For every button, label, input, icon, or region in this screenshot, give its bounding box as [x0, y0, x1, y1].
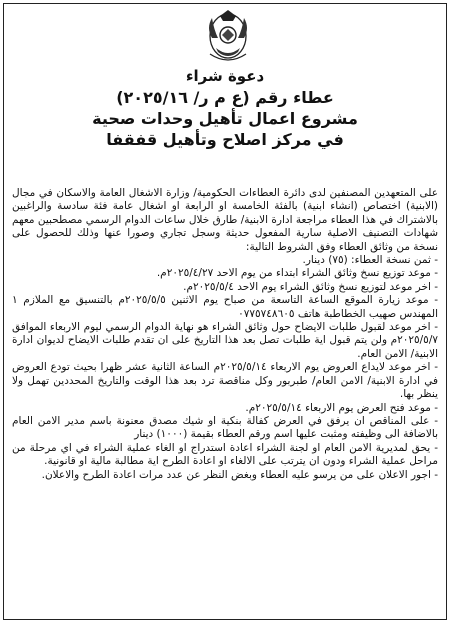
condition-item: - اخر موعد لتوزيع نسخ وثائق الشراء يوم الاحد ٢٠٢٥/٥/٤م.	[183, 280, 438, 293]
condition-item: - اجور الاعلان على من يرسو عليه العطاء وبغض النظر عن عدد مرات اعادة الطرح والاعلان.	[41, 468, 438, 481]
project-location: في مركز اصلاح وتأهيل قفقفا	[106, 130, 344, 149]
tender-notice	[3, 3, 447, 620]
condition-item: - على المناقص ان يرفق في العرض كفالة بنكية او شيك مصدق معنونة باسم مدير الامن العام بالاضافة الى وظيفته ومثبت عليها اسم ورقم العطاء بقيمة (١٠٠٠) دينار	[12, 414, 438, 441]
tender-number: عطاء رقم (ع م ر/ ٢٠٢٥/١٦)	[116, 88, 334, 107]
jordan-armed-forces-emblem-icon	[202, 8, 254, 64]
notice-body	[12, 187, 438, 482]
condition-item: - ثمن نسخة العطاء: (٧٥) دينار.	[302, 254, 438, 267]
condition-item: - اخر موعد لقبول طلبات الايضاح حول وثائق الشراء هو نهاية الدوام الرسمي ليوم الاربعاء الموافق ٢٠٢٥/٥/٧م ولن يتم قبول اية طلبات تصل بعد هذا التاريخ على ان تقدم طلبات الايضاح لديوان ادارة الابنية/ الامن العام.	[12, 321, 438, 360]
condition-item: - موعد توزيع نسخ وثائق الشراء ابتداء من يوم الاحد ٢٠٢٥/٤/٢٧م.	[156, 267, 438, 280]
condition-item: - موعد زيارة الموقع الساعة التاسعة من صباح يوم الاثنين ٢٠٢٥/٥/٥م بالتنسيق مع الملازم ١ المهندس صهيب الخطاطبة هاتف ٠٧٧٥٧٤٨٦٠٥	[12, 294, 438, 320]
project-name: مشروع اعمال تأهيل وحدات صحية	[92, 109, 358, 128]
conditions-list	[12, 254, 438, 482]
condition-item: - موعد فتح العرض يوم الاربعاء ٢٠٢٥/٥/١٤م.	[245, 401, 438, 414]
notice-heading	[4, 66, 446, 150]
intro-paragraph: على المتعهدين المصنفين لدى دائرة العطاءات الحكومية/ وزارة الاشغال العامة والاسكان في مجال (الابنية) اختصاص (انشاء ابنية) بالفئة الخامسة او الرابعة او اشغال عامة فئة سادسة والراغبين بالاشتراك في هذا العطاء مراجعة ادارة الابنية/ طارق خلال ساعات الدوام الرسمي مصطحبين معهم شهادات التصنيف الاصلية سارية المفعول حديثة وسجل تجاري وصورا عنها وذلك للحصول على نسخة من وثائق العطاء وفق الشروط التالية:	[12, 187, 438, 253]
condition-item: - اخر موعد لايداع العروض يوم الاربعاء ٢٠٢٥/٥/١٤م الساعة الثانية عشر ظهرا بحيث تودع العروض في ادارة الابنية/ الامن العام/ طبربور وكل مناقصة ترد بعد هذا الوقت والتاريخ المحددين تهمل ولا ينظر بها.	[12, 361, 438, 401]
condition-item: - يحق لمديرية الامن العام او لجنة الشراء اعادة استدراج او الغاء عملية الشراء في اي مرحلة من مراحل عملية الشراء ودون ان يترتب على الالغاء او اعادة الطرح اية مطالبة مالية او قانونية.	[12, 441, 438, 468]
notice-title: دعوة شراء	[185, 67, 265, 85]
